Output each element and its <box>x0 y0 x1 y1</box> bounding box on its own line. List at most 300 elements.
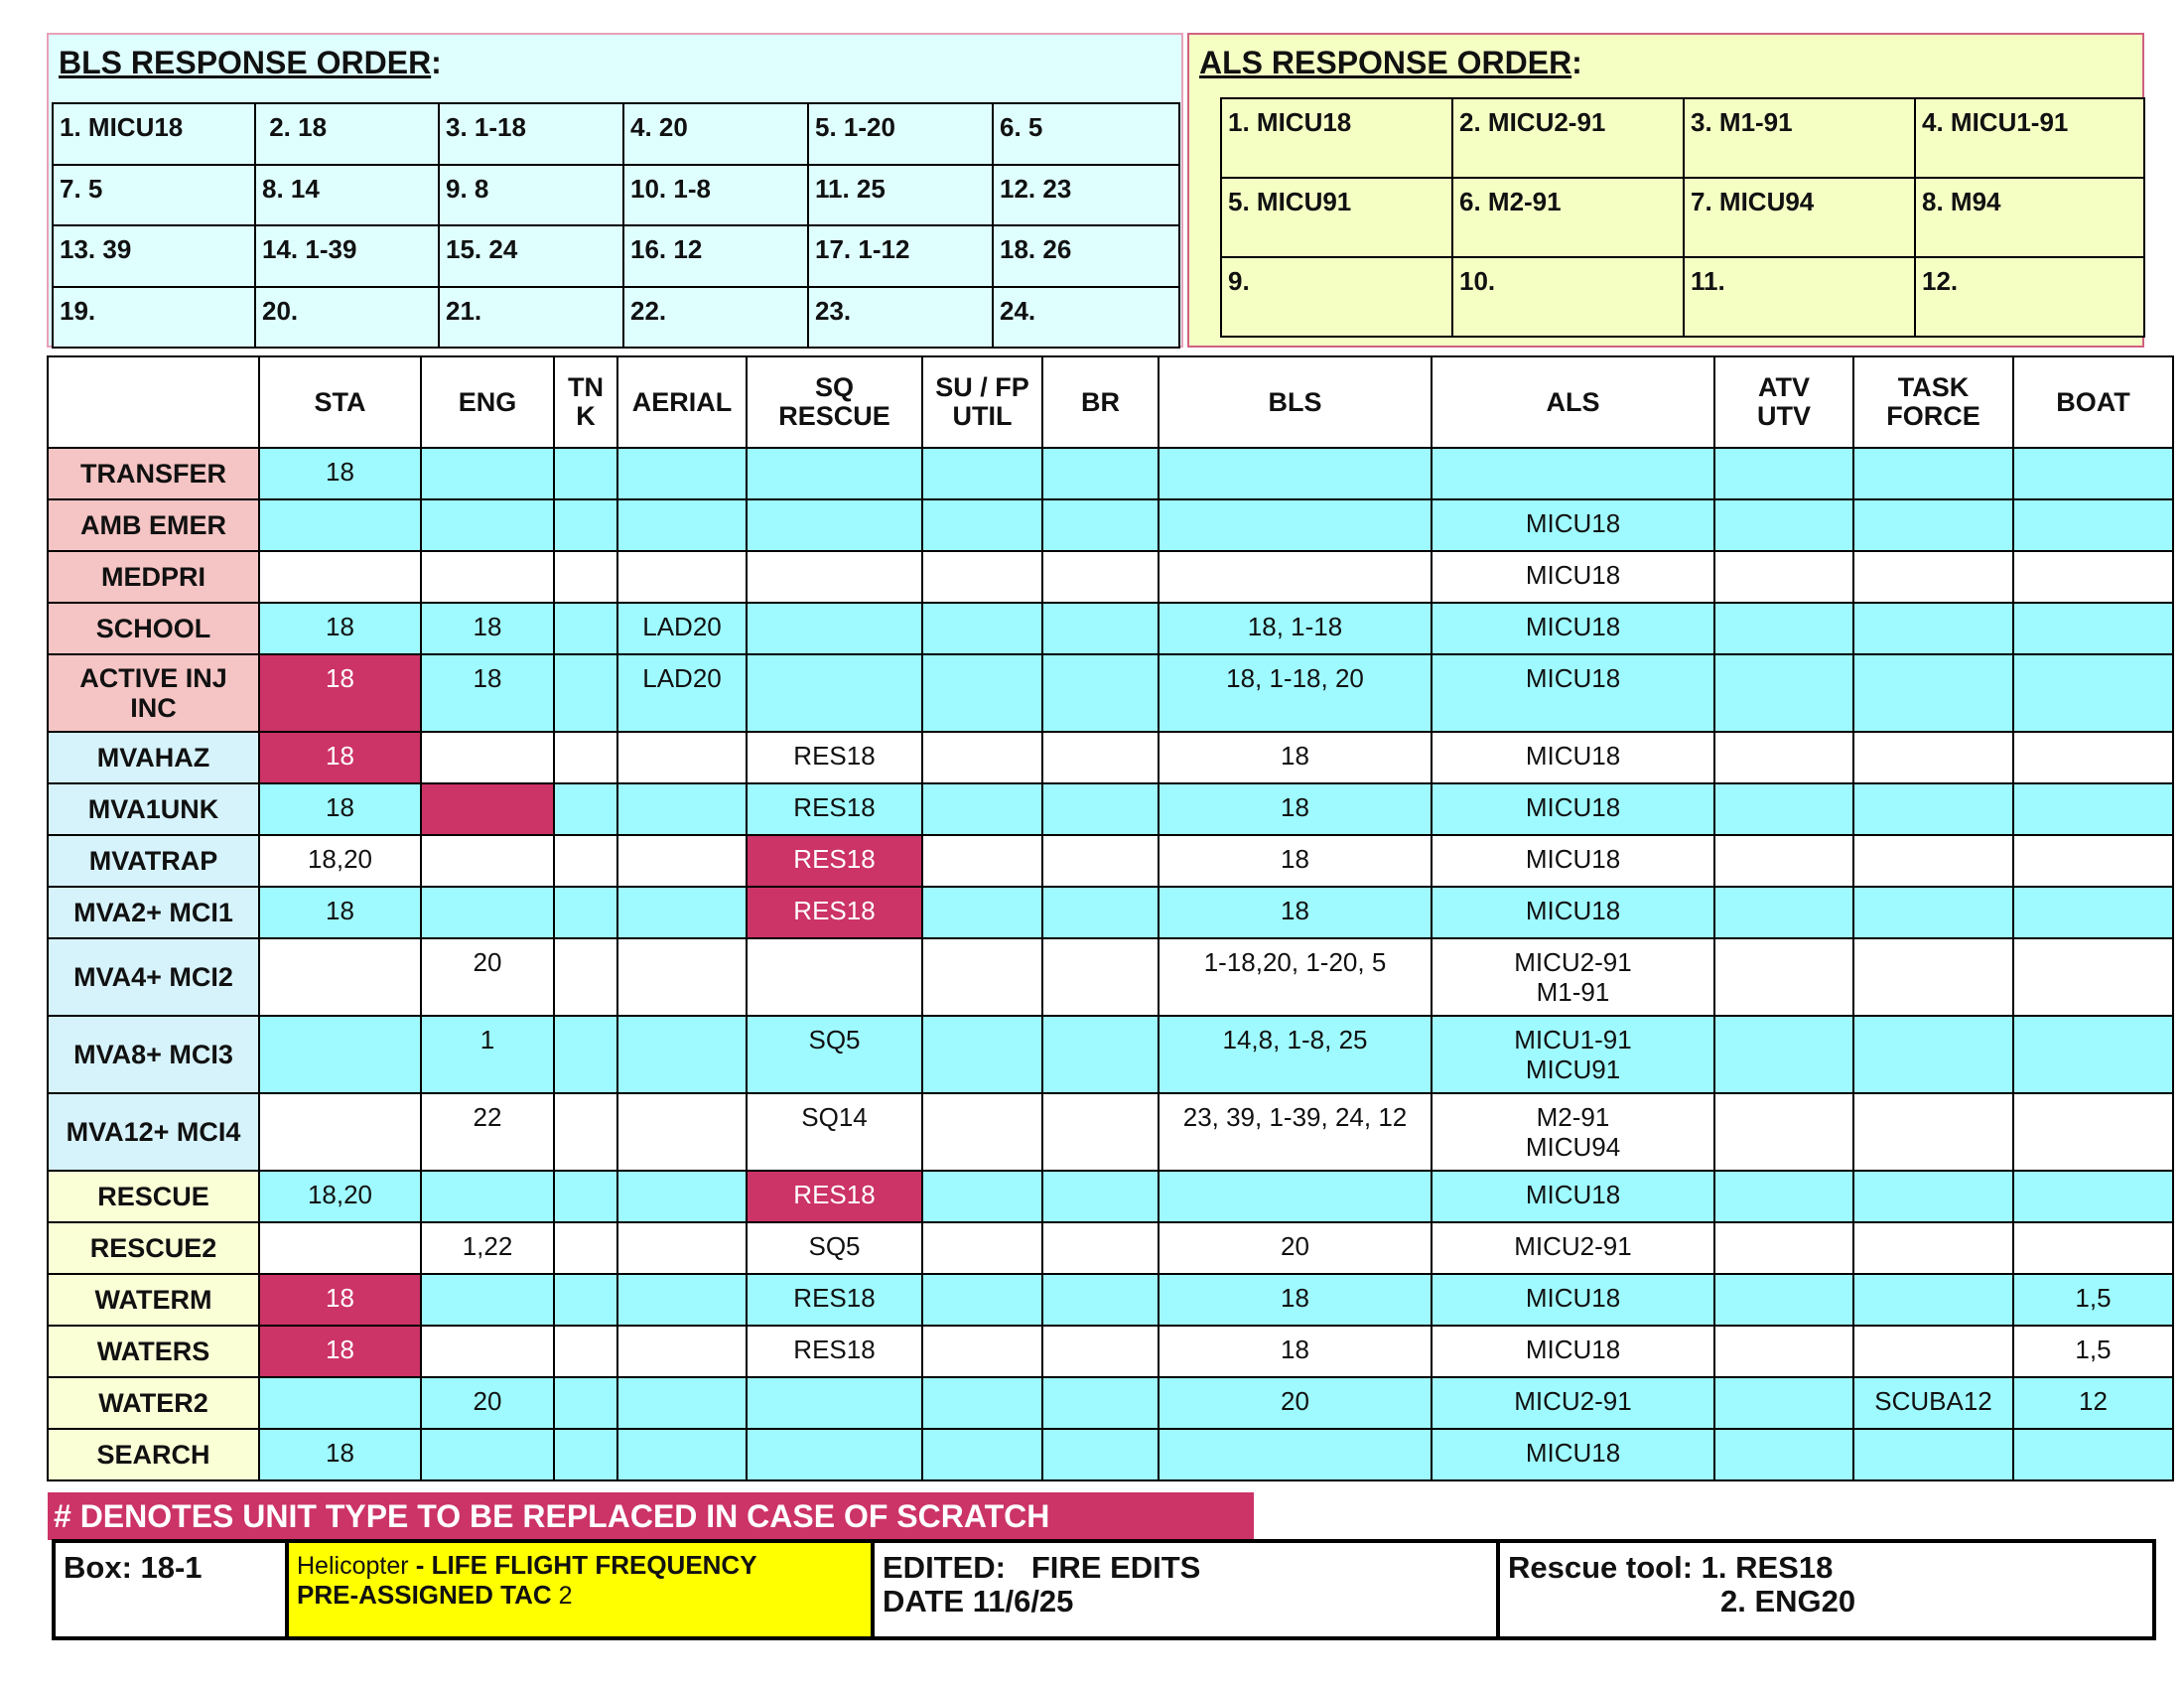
assignment-cell <box>922 887 1042 938</box>
bls-order-cell: 4. 20 <box>623 103 808 165</box>
assignment-cell <box>554 1429 617 1480</box>
assignment-cell <box>747 448 922 499</box>
assignment-cell: SQ14 <box>747 1093 922 1171</box>
assignment-cell: SCUBA12 <box>1853 1377 2013 1429</box>
call-type-label: TRANSFER <box>48 448 259 499</box>
call-type-label: SCHOOL <box>48 603 259 654</box>
assignment-cell <box>1853 448 2013 499</box>
assignment-cell <box>554 448 617 499</box>
als-order-grid <box>1220 97 2145 338</box>
assignment-cell: MICU2-91 <box>1432 1222 1714 1274</box>
assignment-cell <box>554 835 617 887</box>
call-type-row <box>48 551 2173 603</box>
assignment-cell <box>617 1429 747 1480</box>
assignment-cell <box>1853 732 2013 783</box>
als-order-row <box>1221 98 2144 178</box>
bls-order-row <box>53 225 1179 287</box>
call-type-label: MVA12+ MCI4 <box>48 1093 259 1171</box>
assignment-cell <box>922 938 1042 1016</box>
assignment-cell <box>1714 1171 1853 1222</box>
column-header: TN K <box>554 356 617 448</box>
assignment-cell <box>259 499 421 551</box>
column-header: BLS <box>1159 356 1432 448</box>
call-type-row <box>48 1377 2173 1429</box>
assignment-cell <box>259 1093 421 1171</box>
bls-order-cell: 18. 26 <box>993 225 1179 287</box>
assignment-cell <box>554 603 617 654</box>
assignment-cell: RES18 <box>747 783 922 835</box>
assignment-cell <box>1853 783 2013 835</box>
matrix-header-row <box>48 356 2173 448</box>
assignment-cell <box>421 783 554 835</box>
assignment-cell: 18 <box>259 654 421 732</box>
assignment-cell <box>2013 887 2173 938</box>
call-type-label: RESCUE2 <box>48 1222 259 1274</box>
helicopter-label: Helicopter <box>297 1552 409 1580</box>
assignment-cell: 1 <box>421 1016 554 1093</box>
column-header: ALS <box>1432 356 1714 448</box>
assignment-cell <box>259 938 421 1016</box>
assignment-cell <box>1042 732 1159 783</box>
assignment-cell: 20 <box>421 1377 554 1429</box>
assignment-cell <box>1714 1016 1853 1093</box>
assignment-cell <box>922 1377 1042 1429</box>
assignment-cell: MICU18 <box>1432 835 1714 887</box>
assignment-cell: MICU18 <box>1432 603 1714 654</box>
assignment-cell: 18, 1-18 <box>1159 603 1432 654</box>
assignment-cell <box>617 1016 747 1093</box>
bls-order-cell: 15. 24 <box>439 225 623 287</box>
assignment-cell <box>554 1274 617 1326</box>
call-type-label: MVA1UNK <box>48 783 259 835</box>
assignment-cell <box>554 499 617 551</box>
assignment-cell <box>1042 499 1159 551</box>
als-order-cell: 6. M2-91 <box>1452 178 1684 257</box>
als-order-cell: 1. MICU18 <box>1221 98 1452 178</box>
als-order-cell: 4. MICU1-91 <box>1915 98 2144 178</box>
bls-order-cell: 16. 12 <box>623 225 808 287</box>
call-type-label: AMB EMER <box>48 499 259 551</box>
assignment-cell <box>747 1429 922 1480</box>
assignment-cell: RES18 <box>747 1274 922 1326</box>
assignment-cell <box>617 1326 747 1377</box>
assignment-cell <box>1714 448 1853 499</box>
assignment-cell <box>1714 654 1853 732</box>
assignment-cell <box>554 732 617 783</box>
call-type-label: WATERS <box>48 1326 259 1377</box>
call-type-row <box>48 603 2173 654</box>
assignment-cell <box>421 1171 554 1222</box>
assignment-cell <box>2013 1016 2173 1093</box>
assignment-cell <box>421 732 554 783</box>
assignment-cell <box>1042 448 1159 499</box>
assignment-cell <box>1159 1171 1432 1222</box>
assignment-cell <box>1853 1093 2013 1171</box>
assignment-cell <box>421 887 554 938</box>
assignment-cell <box>747 938 922 1016</box>
call-type-label: RESCUE <box>48 1171 259 1222</box>
assignment-cell <box>1853 1171 2013 1222</box>
assignment-cell: MICU2-91 <box>1432 1377 1714 1429</box>
assignment-cell <box>1853 938 2013 1016</box>
assignment-cell <box>922 499 1042 551</box>
bls-order-cell: 6. 5 <box>993 103 1179 165</box>
assignment-cell <box>554 654 617 732</box>
assignment-cell <box>554 1326 617 1377</box>
als-order-cell: 10. <box>1452 257 1684 337</box>
assignment-cell <box>617 938 747 1016</box>
als-order-row <box>1221 257 2144 337</box>
call-type-label: ACTIVE INJ INC <box>48 654 259 732</box>
assignment-cell: 18 <box>1159 835 1432 887</box>
assignment-cell: MICU1-91 MICU91 <box>1432 1016 1714 1093</box>
assignment-cell: MICU18 <box>1432 1274 1714 1326</box>
assignment-cell <box>2013 1222 2173 1274</box>
assignment-cell <box>1042 1171 1159 1222</box>
assignment-cell <box>922 1274 1042 1326</box>
assignment-cell: MICU18 <box>1432 783 1714 835</box>
assignment-cell <box>2013 603 2173 654</box>
als-order-cell: 9. <box>1221 257 1452 337</box>
assignment-cell: RES18 <box>747 887 922 938</box>
assignment-cell <box>1042 1093 1159 1171</box>
assignment-cell: 23, 39, 1-39, 24, 12 <box>1159 1093 1432 1171</box>
assignment-cell: RES18 <box>747 835 922 887</box>
call-type-row <box>48 835 2173 887</box>
assignment-cell: LAD20 <box>617 603 747 654</box>
bls-order-row <box>53 103 1179 165</box>
column-header: SQ RESCUE <box>747 356 922 448</box>
assignment-cell <box>922 1222 1042 1274</box>
assignment-cell <box>1714 551 1853 603</box>
assignment-cell: 18 <box>259 603 421 654</box>
assignment-cell <box>617 448 747 499</box>
assignment-cell: SQ5 <box>747 1222 922 1274</box>
assignment-cell: 1,5 <box>2013 1274 2173 1326</box>
call-type-row <box>48 1093 2173 1171</box>
column-header: ENG <box>421 356 554 448</box>
assignment-cell <box>259 1222 421 1274</box>
assignment-cell <box>2013 654 2173 732</box>
call-type-label: MEDPRI <box>48 551 259 603</box>
assignment-cell <box>554 1222 617 1274</box>
assignment-cell: MICU18 <box>1432 499 1714 551</box>
call-type-row <box>48 732 2173 783</box>
assignment-cell <box>1042 783 1159 835</box>
assignment-cell <box>421 1326 554 1377</box>
als-order-cell: 12. <box>1915 257 2144 337</box>
assignment-cell: M2-91 MICU94 <box>1432 1093 1714 1171</box>
assignment-cell <box>1159 1429 1432 1480</box>
bls-order-cell: 17. 1-12 <box>808 225 993 287</box>
column-header: TASK FORCE <box>1853 356 2013 448</box>
life-flight-frequency: - LIFE FLIGHT FREQUENCY <box>408 1550 757 1580</box>
assignment-cell <box>1714 835 1853 887</box>
bls-order-cell: 21. <box>439 287 623 349</box>
column-header: ATV UTV <box>1714 356 1853 448</box>
bls-order-cell: 20. <box>255 287 439 349</box>
column-header: AERIAL <box>617 356 747 448</box>
assignment-cell <box>922 1326 1042 1377</box>
column-header <box>48 356 259 448</box>
assignment-cell <box>421 1274 554 1326</box>
assignment-cell <box>1714 1377 1853 1429</box>
bls-order-cell: 22. <box>623 287 808 349</box>
assignment-cell <box>922 1016 1042 1093</box>
assignment-cell <box>259 551 421 603</box>
assignment-cell <box>922 654 1042 732</box>
assignment-cell <box>2013 835 2173 887</box>
scratch-note: # DENOTES UNIT TYPE TO BE REPLACED IN CASE OF SCRATCH <box>48 1492 1254 1540</box>
assignment-cell <box>922 603 1042 654</box>
assignment-cell <box>554 1171 617 1222</box>
assignment-cell <box>1042 1326 1159 1377</box>
assignment-cell <box>1853 1222 2013 1274</box>
assignment-cell: 1,22 <box>421 1222 554 1274</box>
assignment-cell: 18 <box>259 1429 421 1480</box>
bls-order-cell: 24. <box>993 287 1179 349</box>
bls-order-cell: 11. 25 <box>808 165 993 226</box>
assignment-cell: 18 <box>259 732 421 783</box>
pre-assigned-tac-label: PRE-ASSIGNED TAC <box>297 1580 552 1610</box>
assignment-cell <box>617 1377 747 1429</box>
call-type-label: SEARCH <box>48 1429 259 1480</box>
assignment-cell <box>259 1377 421 1429</box>
assignment-cell: 18 <box>259 783 421 835</box>
assignment-cell <box>2013 938 2173 1016</box>
assignment-cell <box>1853 551 2013 603</box>
call-type-label: MVA8+ MCI3 <box>48 1016 259 1093</box>
assignment-cell: 18 <box>259 1326 421 1377</box>
rescue-tool-info <box>1500 1543 2152 1636</box>
assignment-cell <box>421 448 554 499</box>
assignment-cell <box>617 551 747 603</box>
call-type-row <box>48 938 2173 1016</box>
assignment-cell <box>922 1429 1042 1480</box>
column-header: STA <box>259 356 421 448</box>
bls-order-cell: 23. <box>808 287 993 349</box>
assignment-cell <box>1042 1377 1159 1429</box>
assignment-cell: MICU2-91 M1-91 <box>1432 938 1714 1016</box>
assignment-cell <box>1714 732 1853 783</box>
assignment-cell <box>554 551 617 603</box>
als-order-cell: 8. M94 <box>1915 178 2144 257</box>
assignment-cell: 18, 1-18, 20 <box>1159 654 1432 732</box>
assignment-cell <box>1853 887 2013 938</box>
assignment-cell: MICU18 <box>1432 732 1714 783</box>
bls-order-cell: 1. MICU18 <box>53 103 255 165</box>
column-header: BR <box>1042 356 1159 448</box>
assignment-cell <box>1853 499 2013 551</box>
assignment-cell <box>617 732 747 783</box>
assignment-cell <box>421 835 554 887</box>
footer-info-bar <box>52 1539 2156 1640</box>
assignment-cell: 18,20 <box>259 1171 421 1222</box>
als-order-cell: 7. MICU94 <box>1684 178 1915 257</box>
assignment-cell: 18 <box>1159 1326 1432 1377</box>
bls-order-cell: 3. 1-18 <box>439 103 623 165</box>
assignment-cell <box>1714 887 1853 938</box>
assignment-cell <box>1042 1274 1159 1326</box>
assignment-cell <box>617 783 747 835</box>
assignment-cell <box>2013 448 2173 499</box>
assignment-cell <box>1042 1222 1159 1274</box>
assignment-cell <box>922 732 1042 783</box>
assignment-cell <box>747 654 922 732</box>
bls-order-cell: 2. 18 <box>255 103 439 165</box>
assignment-cell <box>1042 887 1159 938</box>
call-type-label: MVA4+ MCI2 <box>48 938 259 1016</box>
assignment-cell <box>617 499 747 551</box>
assignment-cell <box>617 887 747 938</box>
assignment-cell <box>922 448 1042 499</box>
assignment-cell <box>259 1016 421 1093</box>
call-type-row <box>48 1171 2173 1222</box>
bls-order-grid <box>52 102 1180 349</box>
bls-order-cell: 8. 14 <box>255 165 439 226</box>
assignment-cell <box>1714 603 1853 654</box>
als-order-cell: 5. MICU91 <box>1221 178 1452 257</box>
call-type-row <box>48 654 2173 732</box>
assignment-cell <box>1853 1274 2013 1326</box>
edit-date: DATE 11/6/25 <box>883 1584 1074 1618</box>
assignment-cell: 18 <box>421 603 554 654</box>
assignment-cell: 20 <box>421 938 554 1016</box>
assignment-cell <box>1042 603 1159 654</box>
assignment-cell <box>1853 835 2013 887</box>
als-order-cell: 3. M1-91 <box>1684 98 1915 178</box>
assignment-cell <box>554 887 617 938</box>
bls-order-cell: 10. 1-8 <box>623 165 808 226</box>
box-number: Box: 18-1 <box>56 1543 289 1636</box>
assignment-cell: MICU18 <box>1432 654 1714 732</box>
assignment-cell <box>1714 1429 1853 1480</box>
assignment-cell <box>554 1016 617 1093</box>
call-type-row <box>48 1016 2173 1093</box>
call-type-row <box>48 783 2173 835</box>
assignment-cell <box>2013 783 2173 835</box>
bls-order-cell: 7. 5 <box>53 165 255 226</box>
edit-info <box>875 1543 1500 1636</box>
assignment-cell: 1-18,20, 1-20, 5 <box>1159 938 1432 1016</box>
assignment-cell <box>2013 1429 2173 1480</box>
assignment-cell <box>617 1222 747 1274</box>
column-header: BOAT <box>2013 356 2173 448</box>
assignment-cell <box>1042 654 1159 732</box>
assignment-cell: 14,8, 1-8, 25 <box>1159 1016 1432 1093</box>
assignment-cell <box>1042 1429 1159 1480</box>
assignment-cell <box>1853 654 2013 732</box>
bls-response-order-title: BLS RESPONSE ORDER: <box>59 45 442 80</box>
assignment-cell <box>1432 448 1714 499</box>
assignment-cell <box>554 1377 617 1429</box>
assignment-cell: 12 <box>2013 1377 2173 1429</box>
assignment-cell: RES18 <box>747 732 922 783</box>
assignment-cell <box>617 835 747 887</box>
assignment-cell <box>554 1093 617 1171</box>
bls-order-cell: 5. 1-20 <box>808 103 993 165</box>
assignment-cell <box>922 1171 1042 1222</box>
assignment-cell: 20 <box>1159 1377 1432 1429</box>
bls-order-cell: 12. 23 <box>993 165 1179 226</box>
call-type-row <box>48 887 2173 938</box>
call-type-label: MVATRAP <box>48 835 259 887</box>
assignment-cell <box>922 1093 1042 1171</box>
assignment-cell <box>1714 783 1853 835</box>
assignment-cell <box>421 1429 554 1480</box>
call-type-label: MVAHAZ <box>48 732 259 783</box>
als-response-order-title: ALS RESPONSE ORDER: <box>1199 45 1582 80</box>
assignment-cell <box>1714 1222 1853 1274</box>
bls-response-order-panel <box>47 33 1183 348</box>
assignment-cell <box>554 783 617 835</box>
assignment-cell: 18 <box>421 654 554 732</box>
bls-order-cell: 9. 8 <box>439 165 623 226</box>
assignment-cell <box>1714 1093 1853 1171</box>
helicopter-info <box>289 1543 875 1636</box>
assignment-cell: 18 <box>1159 1274 1432 1326</box>
assignment-cell <box>1042 938 1159 1016</box>
assignment-cell <box>1159 499 1432 551</box>
bls-order-row <box>53 287 1179 349</box>
als-order-cell: 11. <box>1684 257 1915 337</box>
assignment-cell: 1,5 <box>2013 1326 2173 1377</box>
assignment-cell: SQ5 <box>747 1016 922 1093</box>
assignment-cell <box>1159 551 1432 603</box>
edited-by: EDITED: FIRE EDITS <box>883 1550 1201 1585</box>
assignment-cell: 18 <box>1159 887 1432 938</box>
assignment-cell <box>1714 938 1853 1016</box>
rescue-tool-1: Rescue tool: 1. RES18 <box>1508 1550 1834 1585</box>
assignment-cell <box>747 1377 922 1429</box>
assignment-cell: 18 <box>259 448 421 499</box>
assignment-cell: 18 <box>259 1274 421 1326</box>
assignment-cell <box>747 603 922 654</box>
assignment-cell: 22 <box>421 1093 554 1171</box>
bls-order-cell: 13. 39 <box>53 225 255 287</box>
call-type-row <box>48 448 2173 499</box>
als-response-order-panel <box>1187 33 2144 348</box>
assignment-cell <box>421 499 554 551</box>
assignment-cell <box>421 551 554 603</box>
pre-assigned-tac-value: 2 <box>551 1582 573 1610</box>
assignment-cell: MICU18 <box>1432 887 1714 938</box>
bls-order-cell: 14. 1-39 <box>255 225 439 287</box>
assignment-cell: MICU18 <box>1432 1171 1714 1222</box>
call-type-row <box>48 1429 2173 1480</box>
rescue-tool-2: 2. ENG20 <box>1720 1584 1856 1618</box>
assignment-cell <box>617 1274 747 1326</box>
call-type-label: MVA2+ MCI1 <box>48 887 259 938</box>
als-order-row <box>1221 178 2144 257</box>
column-header: SU / FP UTIL <box>922 356 1042 448</box>
assignment-cell <box>1714 499 1853 551</box>
call-type-label: WATER2 <box>48 1377 259 1429</box>
response-matrix <box>47 355 2174 1481</box>
call-type-row <box>48 1274 2173 1326</box>
call-type-row <box>48 1326 2173 1377</box>
assignment-cell: 18,20 <box>259 835 421 887</box>
assignment-cell: 18 <box>1159 732 1432 783</box>
assignment-cell <box>1714 1274 1853 1326</box>
assignment-cell: RES18 <box>747 1171 922 1222</box>
assignment-cell <box>2013 499 2173 551</box>
call-type-row <box>48 499 2173 551</box>
assignment-cell: MICU18 <box>1432 1326 1714 1377</box>
call-type-label: WATERM <box>48 1274 259 1326</box>
assignment-cell <box>1714 1326 1853 1377</box>
assignment-cell <box>554 938 617 1016</box>
